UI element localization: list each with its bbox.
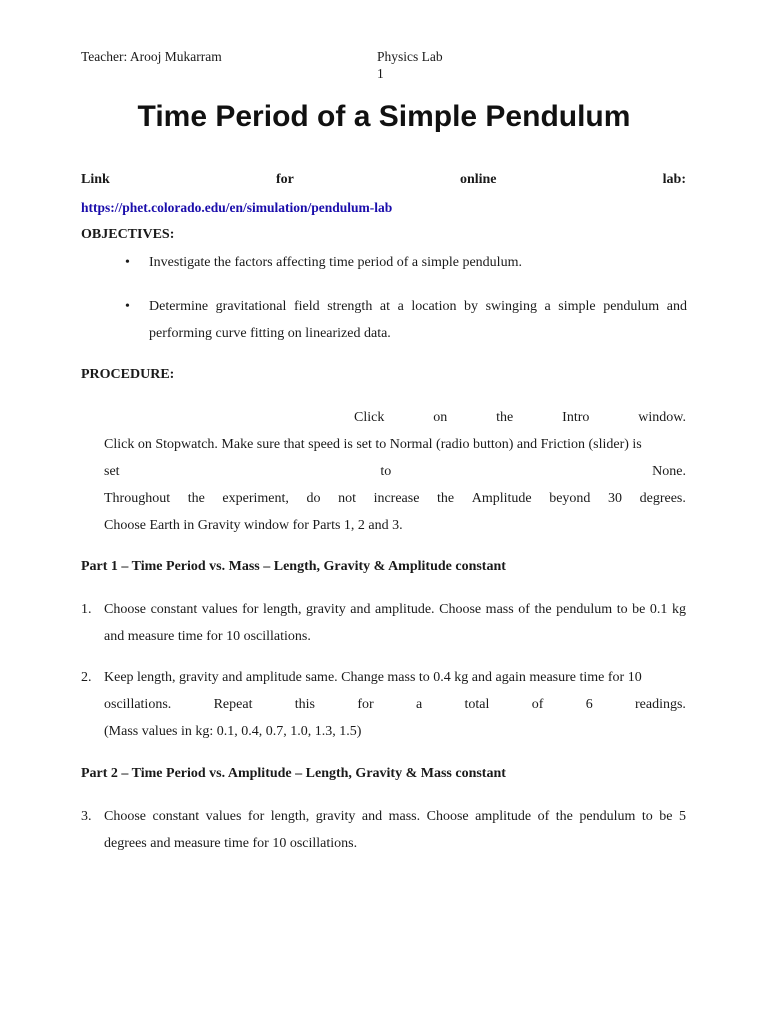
- link-label-line: [81, 170, 686, 190]
- step-line: [104, 691, 686, 718]
- word: a: [415, 697, 423, 712]
- word: of: [531, 697, 544, 712]
- objective-item: [127, 293, 687, 347]
- procedure-line: [104, 485, 686, 512]
- course-number: 1: [377, 66, 384, 81]
- word: the: [437, 491, 455, 506]
- procedure-text: [104, 404, 686, 539]
- word: 30: [608, 491, 623, 506]
- word: Repeat: [213, 697, 253, 712]
- step-item: [81, 664, 686, 745]
- part2-heading: Part 2 – Time Period vs. Amplitude – Length, Gravity & Mass constant: [81, 766, 506, 781]
- word: 6: [585, 697, 593, 712]
- word: Throughout: [104, 491, 171, 506]
- step-line: Keep length, gravity and amplitude same. Change mass to 0.4 kg and again measure time for 10: [104, 670, 642, 685]
- word: total: [464, 697, 490, 712]
- word: the: [496, 410, 514, 425]
- step-item: [81, 803, 686, 857]
- link-row: [81, 198, 686, 219]
- objectives-heading: OBJECTIVES:: [81, 227, 175, 242]
- word: Amplitude: [471, 491, 532, 506]
- word: the: [187, 491, 205, 506]
- word: beyond: [549, 491, 591, 506]
- word: oscillations.: [104, 697, 172, 712]
- procedure-line: Click on Stopwatch. Make sure that speed is set to Normal (radio button) and Friction (slider) is: [104, 437, 642, 452]
- word: Intro: [562, 410, 590, 425]
- procedure-line: [104, 404, 686, 431]
- word: on: [433, 410, 448, 425]
- word: not: [338, 491, 356, 506]
- procedure-heading: PROCEDURE:: [81, 367, 175, 382]
- objective-text: Determine gravitational field strength at a location by swinging a simple pendulum and performing curve fitting on linearized data.: [149, 299, 687, 341]
- teacher-name: Teacher: Arooj Mukarram: [81, 49, 222, 64]
- word: window.: [638, 410, 686, 425]
- step-body: [81, 664, 686, 745]
- word: Click: [354, 410, 385, 425]
- link-word: for: [275, 172, 294, 187]
- word: set: [104, 464, 120, 479]
- word: degrees.: [639, 491, 686, 506]
- link-word: Link: [81, 172, 110, 187]
- objective-text: Investigate the factors affecting time period of a simple pendulum.: [149, 255, 522, 270]
- word: do: [306, 491, 321, 506]
- link-word: lab:: [662, 172, 686, 187]
- word: to: [380, 464, 392, 479]
- phet-link[interactable]: https://phet.colorado.edu/en/simulation/pendulum-lab: [81, 200, 393, 215]
- word: for: [357, 697, 374, 712]
- step-number: 2.: [81, 670, 92, 685]
- part1-heading: Part 1 – Time Period vs. Mass – Length, Gravity & Amplitude constant: [81, 559, 506, 574]
- step-number: 3.: [81, 809, 92, 824]
- step-text: Choose constant values for length, gravity and mass. Choose amplitude of the pendulum to be 5 degrees and measure time for 10 oscillations.: [104, 809, 686, 851]
- step-text: Choose constant values for length, gravity and amplitude. Choose mass of the pendulum to be 0.1 kg and measure time for 10 oscillations.: [104, 602, 686, 644]
- word: this: [294, 697, 316, 712]
- word: increase: [373, 491, 420, 506]
- bullet-icon: •: [125, 299, 130, 314]
- word: experiment,: [222, 491, 289, 506]
- word: None.: [652, 464, 686, 479]
- step-number: 1.: [81, 602, 92, 617]
- procedure-line: Choose Earth in Gravity window for Parts 1, 2 and 3.: [104, 518, 403, 533]
- objective-item: [127, 249, 687, 276]
- word: readings.: [635, 697, 686, 712]
- step-line: (Mass values in kg: 0.1, 0.4, 0.7, 1.0, 1.3, 1.5): [104, 724, 362, 739]
- document-title: Time Period of a Simple Pendulum: [137, 100, 631, 133]
- procedure-line: [104, 458, 686, 485]
- course-title: [377, 48, 443, 82]
- course-name: Physics Lab: [377, 49, 443, 64]
- link-word: online: [459, 172, 497, 187]
- bullet-icon: •: [125, 255, 130, 270]
- step-item: [81, 596, 686, 650]
